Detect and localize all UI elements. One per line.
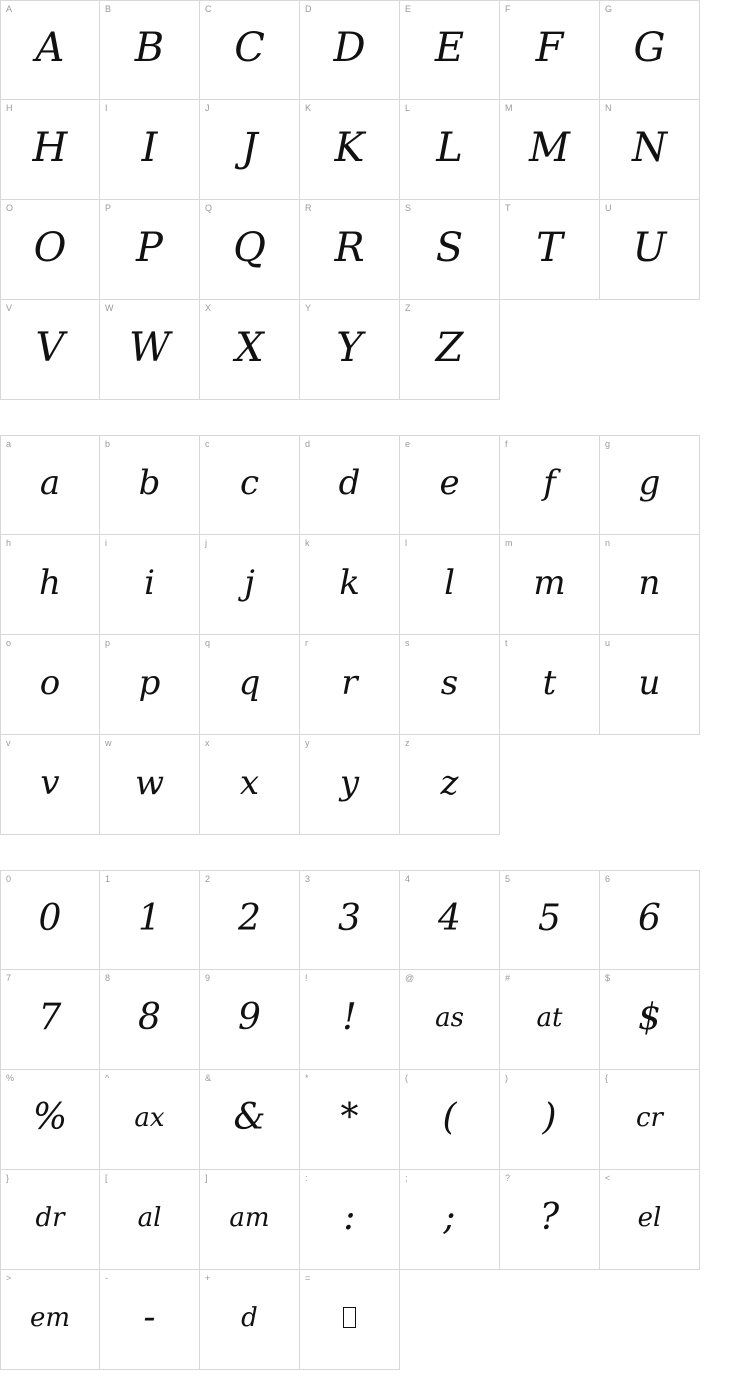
glyph-image: h xyxy=(39,562,61,603)
glyph-row xyxy=(0,435,740,535)
glyph-cell[interactable] xyxy=(200,300,300,400)
glyph-code-label: @ xyxy=(405,973,415,983)
glyph-cell[interactable] xyxy=(300,0,400,100)
glyph-cell[interactable] xyxy=(600,635,700,735)
glyph-image: 1 xyxy=(138,897,161,939)
glyph-cell[interactable] xyxy=(600,100,700,200)
glyph-code-label: 9 xyxy=(205,973,211,983)
glyph-code-label: Q xyxy=(205,203,213,213)
glyph-image: em xyxy=(29,1302,71,1333)
glyph-image: n xyxy=(638,562,661,603)
glyph-image: X xyxy=(235,324,264,371)
glyph-code-label: { xyxy=(605,1073,609,1083)
glyph-cell[interactable] xyxy=(200,200,300,300)
glyph-image: d xyxy=(338,463,361,503)
glyph-code-label: ? xyxy=(505,1173,511,1183)
glyph-image: B xyxy=(134,25,165,71)
glyph-image: ; xyxy=(443,1197,456,1238)
glyph-image: 3 xyxy=(338,897,361,939)
glyph-cell[interactable] xyxy=(200,735,300,835)
glyph-code-label: f xyxy=(505,439,508,449)
glyph-cell[interactable] xyxy=(0,870,100,970)
glyph-image: dr xyxy=(35,1202,65,1233)
glyph-code-label: o xyxy=(6,638,12,648)
glyph-code-label: J xyxy=(205,103,210,113)
glyph-cell[interactable] xyxy=(100,735,200,835)
glyph-cell[interactable] xyxy=(400,970,500,1070)
glyph-code-label: H xyxy=(6,103,13,113)
glyph-code-label: $ xyxy=(605,973,611,983)
glyph-code-label: w xyxy=(105,738,112,748)
glyph-row xyxy=(0,0,740,100)
glyph-image: z xyxy=(440,762,459,803)
glyph-image: K xyxy=(334,124,365,171)
glyph-cell[interactable] xyxy=(100,200,200,300)
glyph-code-label: I xyxy=(105,103,108,113)
glyph-code-label: P xyxy=(105,203,112,213)
glyph-image: 9 xyxy=(238,997,261,1038)
glyph-image: 6 xyxy=(638,897,661,939)
glyph-image: J xyxy=(241,124,258,171)
glyph-code-label: = xyxy=(305,1273,311,1283)
glyph-image: t xyxy=(542,662,557,703)
glyph-image: d xyxy=(241,1302,258,1333)
glyph-image: I xyxy=(141,124,158,171)
glyph-code-label: X xyxy=(205,303,212,313)
glyph-image: x xyxy=(239,762,260,803)
glyph-cell[interactable] xyxy=(600,0,700,100)
glyph-code-label: u xyxy=(605,638,611,648)
glyph-code-label: S xyxy=(405,203,412,213)
glyph-image: r xyxy=(341,662,358,703)
glyph-image: as xyxy=(435,1002,464,1033)
glyph-cell[interactable] xyxy=(100,100,200,200)
glyph-row xyxy=(0,1170,740,1270)
glyph-code-label: h xyxy=(6,538,12,548)
glyph-section-uppercase xyxy=(0,0,740,400)
glyph-code-label: q xyxy=(205,638,211,648)
glyph-image: S xyxy=(435,224,464,271)
glyph-cell[interactable] xyxy=(100,0,200,100)
glyph-code-label: F xyxy=(505,4,511,14)
glyph-row xyxy=(0,970,740,1070)
glyph-code-label: s xyxy=(405,638,410,648)
glyph-code-label: ) xyxy=(505,1073,508,1083)
glyph-cell[interactable] xyxy=(400,535,500,635)
glyph-image: R xyxy=(334,224,365,271)
glyph-image: el xyxy=(637,1202,662,1233)
glyph-cell[interactable] xyxy=(0,200,100,300)
glyph-cell[interactable] xyxy=(100,970,200,1070)
glyph-cell[interactable] xyxy=(0,635,100,735)
glyph-code-label: A xyxy=(6,4,13,14)
glyph-code-label: ; xyxy=(405,1173,408,1183)
glyph-image xyxy=(300,1270,399,1369)
glyph-cell[interactable] xyxy=(200,1170,300,1270)
glyph-image: c xyxy=(239,463,260,503)
glyph-code-label: O xyxy=(6,203,14,213)
glyph-cell-empty xyxy=(600,1270,700,1370)
glyph-code-label: % xyxy=(6,1073,15,1083)
glyph-cell[interactable] xyxy=(300,300,400,400)
glyph-cell[interactable] xyxy=(300,735,400,835)
glyph-cell[interactable] xyxy=(0,435,100,535)
glyph-code-label: m xyxy=(505,538,513,548)
glyph-row xyxy=(0,100,740,200)
glyph-image: o xyxy=(39,662,61,703)
glyph-row xyxy=(0,735,740,835)
glyph-image: ) xyxy=(542,1097,557,1138)
glyph-image: $ xyxy=(638,997,661,1038)
glyph-image: at xyxy=(536,1002,563,1033)
glyph-cell[interactable] xyxy=(0,735,100,835)
glyph-image: Z xyxy=(435,324,464,371)
glyph-image: L xyxy=(436,124,463,171)
glyph-image: e xyxy=(439,463,460,503)
glyph-cell[interactable] xyxy=(600,1170,700,1270)
glyph-image: u xyxy=(638,662,661,703)
glyph-code-label: G xyxy=(605,4,613,14)
glyph-code-label: 7 xyxy=(6,973,12,983)
glyph-cell[interactable] xyxy=(100,635,200,735)
glyph-code-label: < xyxy=(605,1173,611,1183)
glyph-code-label: T xyxy=(505,203,511,213)
glyph-code-label: U xyxy=(605,203,612,213)
glyph-cell[interactable] xyxy=(300,1270,400,1370)
glyph-code-label: M xyxy=(505,103,513,113)
glyph-code-label: 5 xyxy=(505,874,511,884)
glyph-cell[interactable] xyxy=(300,535,400,635)
glyph-cell[interactable] xyxy=(200,870,300,970)
glyph-code-label: K xyxy=(305,103,312,113)
glyph-image: q xyxy=(238,662,261,703)
glyph-cell[interactable] xyxy=(600,200,700,300)
glyph-code-label: + xyxy=(205,1273,211,1283)
glyph-image: v xyxy=(40,762,60,803)
glyph-code-label: c xyxy=(205,439,210,449)
glyph-code-label: e xyxy=(405,439,411,449)
glyph-code-label: g xyxy=(605,439,611,449)
glyph-cell[interactable] xyxy=(500,200,600,300)
glyph-cell-empty xyxy=(600,735,700,835)
glyph-cell[interactable] xyxy=(200,435,300,535)
glyph-cell[interactable] xyxy=(400,100,500,200)
glyph-cell[interactable] xyxy=(500,435,600,535)
glyph-image: Q xyxy=(233,224,266,271)
glyph-code-label: & xyxy=(205,1073,212,1083)
glyph-image: ax xyxy=(134,1102,165,1133)
glyph-cell[interactable] xyxy=(0,300,100,400)
glyph-image: : xyxy=(343,1197,356,1238)
glyph-image: T xyxy=(536,224,563,271)
glyph-code-label: } xyxy=(6,1173,10,1183)
glyph-cell[interactable] xyxy=(400,300,500,400)
glyph-cell[interactable] xyxy=(0,970,100,1070)
glyph-cell[interactable] xyxy=(100,300,200,400)
glyph-cell[interactable] xyxy=(100,435,200,535)
glyph-cell[interactable] xyxy=(300,970,400,1070)
glyph-code-label: B xyxy=(105,4,112,14)
glyph-cell[interactable] xyxy=(600,1070,700,1170)
glyph-cell-empty xyxy=(600,300,700,400)
glyph-cell-empty xyxy=(500,1270,600,1370)
glyph-image: w xyxy=(134,762,165,803)
glyph-cell-empty xyxy=(400,1270,500,1370)
glyph-image: cr xyxy=(636,1102,663,1133)
glyph-cell[interactable] xyxy=(400,200,500,300)
glyph-cell[interactable] xyxy=(0,1070,100,1170)
glyph-code-label: * xyxy=(305,1073,309,1083)
glyph-image: p xyxy=(138,662,161,703)
glyph-image: O xyxy=(33,224,67,271)
glyph-cell[interactable] xyxy=(500,635,600,735)
glyph-cell[interactable] xyxy=(300,870,400,970)
glyph-image: % xyxy=(32,1097,68,1138)
glyph-cell[interactable] xyxy=(400,635,500,735)
glyph-cell[interactable] xyxy=(300,1170,400,1270)
glyph-code-label: 3 xyxy=(305,874,311,884)
glyph-code-label: N xyxy=(605,103,612,113)
glyph-cell-empty xyxy=(500,735,600,835)
glyph-code-label: l xyxy=(405,538,407,548)
glyph-cell-empty xyxy=(500,300,600,400)
glyph-image: g xyxy=(638,463,661,503)
glyph-code-label: D xyxy=(305,4,312,14)
glyph-cell[interactable] xyxy=(600,535,700,635)
glyph-cell[interactable] xyxy=(500,100,600,200)
glyph-row xyxy=(0,635,740,735)
glyph-cell[interactable] xyxy=(400,435,500,535)
glyph-image: f xyxy=(543,463,556,503)
glyph-code-label: C xyxy=(205,4,212,14)
glyph-code-label: j xyxy=(205,538,207,548)
glyph-image: j xyxy=(244,562,255,603)
glyph-image: 8 xyxy=(138,997,161,1038)
glyph-cell[interactable] xyxy=(100,1070,200,1170)
glyph-image: 5 xyxy=(538,897,561,939)
glyph-image: y xyxy=(339,762,360,803)
glyph-code-label: Y xyxy=(305,303,312,313)
glyph-code-label: d xyxy=(305,439,311,449)
glyph-cell[interactable] xyxy=(100,535,200,635)
glyph-cell[interactable] xyxy=(200,1070,300,1170)
glyph-code-label: : xyxy=(305,1173,308,1183)
glyph-image: 0 xyxy=(38,897,62,939)
glyph-code-label: - xyxy=(105,1273,108,1283)
glyph-code-label: ( xyxy=(405,1073,408,1083)
glyph-code-label: r xyxy=(305,638,308,648)
glyph-code-label: E xyxy=(405,4,412,14)
glyph-cell[interactable] xyxy=(600,870,700,970)
glyph-image: W xyxy=(128,324,171,371)
glyph-cell[interactable] xyxy=(0,1270,100,1370)
glyph-cell[interactable] xyxy=(200,1270,300,1370)
glyph-image: s xyxy=(440,662,459,703)
glyph-image: 7 xyxy=(38,997,62,1038)
glyph-image: N xyxy=(632,124,667,171)
glyph-cell[interactable] xyxy=(400,1170,500,1270)
glyph-code-label: k xyxy=(305,538,310,548)
glyph-image: H xyxy=(32,124,68,171)
glyph-row xyxy=(0,1270,740,1370)
glyph-code-label: x xyxy=(205,738,210,748)
glyph-cell[interactable] xyxy=(500,0,600,100)
glyph-cell[interactable] xyxy=(400,735,500,835)
glyph-image: k xyxy=(339,562,360,603)
glyph-image: 4 xyxy=(438,897,461,939)
glyph-image: V xyxy=(35,324,65,371)
glyph-cell[interactable] xyxy=(200,970,300,1070)
glyph-cell[interactable] xyxy=(100,870,200,970)
glyph-image: 2 xyxy=(238,897,261,939)
glyph-image: G xyxy=(633,25,666,71)
glyph-cell[interactable] xyxy=(500,535,600,635)
glyph-cell[interactable] xyxy=(100,1270,200,1370)
glyph-cell[interactable] xyxy=(0,0,100,100)
glyph-image: E xyxy=(434,25,465,71)
glyph-image: P xyxy=(136,224,163,271)
glyph-image: ( xyxy=(442,1097,457,1138)
glyph-cell[interactable] xyxy=(100,1170,200,1270)
glyph-code-label: > xyxy=(6,1273,12,1283)
glyph-code-label: 4 xyxy=(405,874,411,884)
glyph-image: m xyxy=(533,562,566,603)
glyph-cell[interactable] xyxy=(500,1170,600,1270)
glyph-code-label: 2 xyxy=(205,874,211,884)
glyph-code-label: 8 xyxy=(105,973,111,983)
glyph-code-label: 0 xyxy=(6,874,12,884)
glyph-code-label: ^ xyxy=(105,1073,110,1083)
glyph-cell[interactable] xyxy=(600,970,700,1070)
glyph-code-label: b xyxy=(105,439,111,449)
glyph-image: b xyxy=(138,463,161,503)
glyph-row xyxy=(0,1070,740,1170)
glyph-cell[interactable] xyxy=(500,970,600,1070)
glyph-image: D xyxy=(333,25,366,71)
glyph-code-label: 6 xyxy=(605,874,611,884)
glyph-cell[interactable] xyxy=(0,100,100,200)
glyph-image: a xyxy=(39,463,61,503)
glyph-image: U xyxy=(632,224,667,271)
glyph-code-label: z xyxy=(405,738,410,748)
glyph-row xyxy=(0,870,740,970)
glyph-cell[interactable] xyxy=(300,635,400,735)
glyph-cell[interactable] xyxy=(300,435,400,535)
glyph-image: al xyxy=(137,1202,162,1233)
glyph-code-label: ] xyxy=(205,1173,208,1183)
glyph-cell[interactable] xyxy=(0,1170,100,1270)
glyph-code-label: p xyxy=(105,638,111,648)
glyph-cell[interactable] xyxy=(200,100,300,200)
glyph-image: ? xyxy=(539,1197,560,1238)
glyph-image: ! xyxy=(342,997,357,1038)
glyph-image: i xyxy=(144,562,155,603)
glyph-code-label: v xyxy=(6,738,11,748)
glyph-section-digits-and-symbols xyxy=(0,870,740,1370)
glyph-cell[interactable] xyxy=(200,0,300,100)
glyph-cell[interactable] xyxy=(0,535,100,635)
glyph-code-label: n xyxy=(605,538,611,548)
glyph-cell[interactable] xyxy=(400,870,500,970)
glyph-image: M xyxy=(529,124,570,171)
glyph-code-label: 1 xyxy=(105,874,111,884)
glyph-code-label: ! xyxy=(305,973,308,983)
glyph-image: Y xyxy=(336,324,363,371)
glyph-cell[interactable] xyxy=(200,635,300,735)
glyph-code-label: Z xyxy=(405,303,411,313)
glyph-cell[interactable] xyxy=(500,870,600,970)
glyph-cell[interactable] xyxy=(400,0,500,100)
glyph-code-label: t xyxy=(505,638,508,648)
glyph-code-label: R xyxy=(305,203,312,213)
glyph-code-label: # xyxy=(505,973,511,983)
glyph-image: C xyxy=(234,25,265,71)
glyph-section-lowercase xyxy=(0,435,740,835)
glyph-code-label: [ xyxy=(105,1173,108,1183)
glyph-image: l xyxy=(444,562,455,603)
glyph-row xyxy=(0,535,740,635)
glyph-row xyxy=(0,200,740,300)
glyph-cell[interactable] xyxy=(300,200,400,300)
glyph-code-label: i xyxy=(105,538,107,548)
glyph-image: A xyxy=(35,25,65,71)
glyph-code-label: W xyxy=(105,303,114,313)
notdef-box-icon xyxy=(343,1307,356,1328)
glyph-image: am xyxy=(229,1202,270,1233)
glyph-cell[interactable] xyxy=(300,1070,400,1170)
glyph-image: * xyxy=(340,1097,359,1138)
glyph-row xyxy=(0,300,740,400)
glyph-code-label: a xyxy=(6,439,12,449)
glyph-cell[interactable] xyxy=(300,100,400,200)
glyph-code-label: L xyxy=(405,103,411,113)
glyph-code-label: V xyxy=(6,303,13,313)
glyph-code-label: y xyxy=(305,738,310,748)
glyph-image: F xyxy=(535,25,564,71)
glyph-cell[interactable] xyxy=(500,1070,600,1170)
glyph-image: & xyxy=(233,1097,266,1138)
glyph-cell[interactable] xyxy=(400,1070,500,1170)
glyph-image: - xyxy=(143,1297,156,1338)
glyph-cell[interactable] xyxy=(600,435,700,535)
glyph-cell[interactable] xyxy=(200,535,300,635)
